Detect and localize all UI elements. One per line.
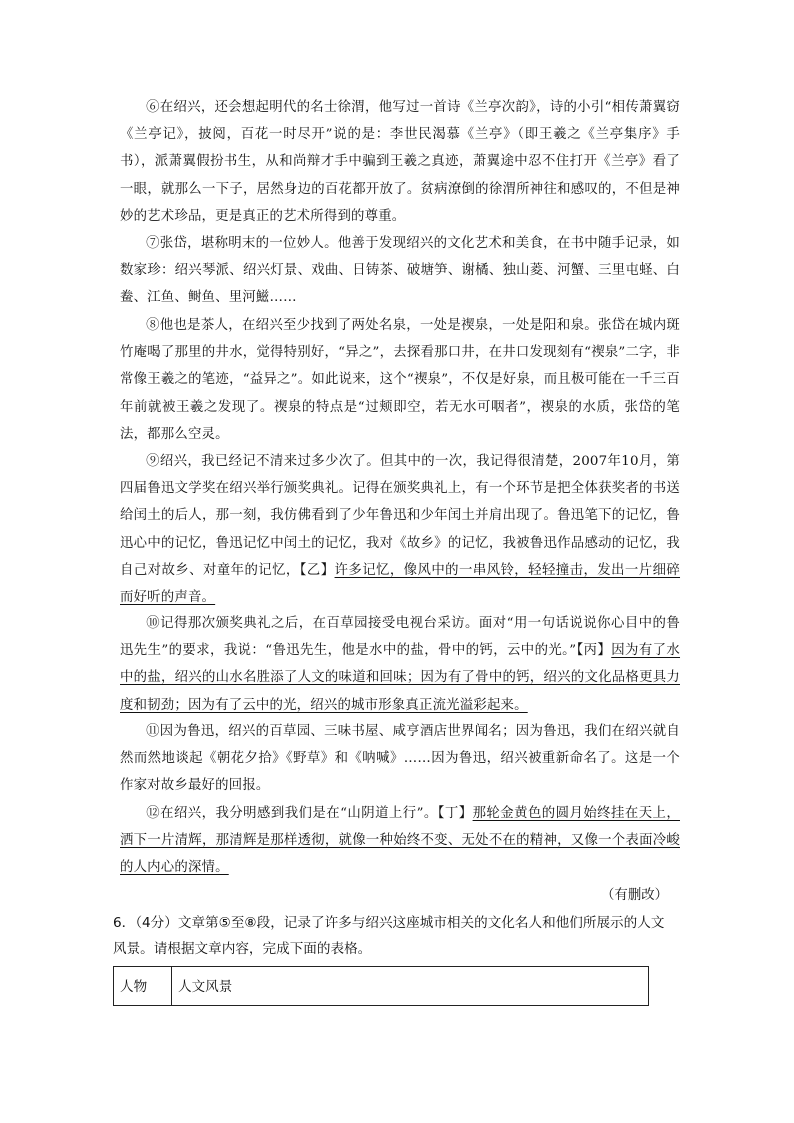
paragraph-7-text: ⑦张岱，堪称明末的一位妙人。他善于发现绍兴的文化艺术和美食，在书中随手记录，如数家珍：绍兴琴派、绍兴灯景、戏曲、日铸茶、破塘笋、谢橘、独山菱、河蟹、三里屯蛏、白鲞、江鱼、鲥鱼、里河鰦……: [120, 236, 680, 306]
paragraph-7: [120, 230, 680, 312]
revision-note: （有删改）: [601, 888, 668, 903]
paragraph-12-text: ⑫在绍兴，我分明感到我们是在“山阴道上行”。【丁】: [146, 806, 473, 821]
answer-table: [113, 966, 649, 1006]
paragraph-10: [120, 610, 680, 719]
paragraph-8-text: ⑧他也是茶人，在绍兴至少找到了两处名泉，一处是禊泉，一处是阳和泉。张岱在城内斑竹庵喝了那里的井水，觉得特别好，“异之”，去探看那口井，在井口发现刻有“禊泉”二字，非常像王羲之的笔迹，“益异之”。如此说来，这个“禊泉”，不仅是好泉，而且极可能在一千三百年前就被王羲之发现了。禊泉的特点是“过颊即空，若无水可咽者”，禊泉的水质，张岱的笔法，都那么空灵。: [120, 318, 680, 442]
paragraph-9-underlined-text: 许多记忆，像风中的一串风铃，轻轻撞击，发出一片细碎而好听的声音。: [120, 562, 681, 606]
question-6: 6．（4分）文章第⑤至⑧段，记录了许多与绍兴这座城市相关的文化名人和他们所展示的人文风景。请根据文章内容，完成下面的表格。: [113, 915, 665, 957]
table-header-person: 人物: [114, 967, 172, 1006]
paragraph-6-text: ⑥在绍兴，还会想起明代的名士徐渭，他写过一首诗《兰亭次韵》，诗的小引“相传萧翼窃《兰亭记》，披阅，百花一时尽开”说的是：李世民渴慕《兰亭》（即王羲之《兰亭集序》手书），派萧翼假扮书生，从和尚辩才手中骗到王羲之真迹，萧翼途中忍不住打开《兰亭》看了一眼，就那么一下子，居然身边的百花都开放了。贫病潦倒的徐渭所神往和感叹的，不但是神妙的艺术珍品，更是真正的艺术所得到的尊重。: [120, 100, 680, 224]
paragraph-6: [120, 94, 680, 230]
table-row: [114, 967, 649, 1006]
paragraph-11: [120, 718, 680, 800]
paragraph-8: [120, 312, 680, 448]
paragraph-10-underlined-text: 因为有了水中的盐，绍兴的山水名胜添了人文的味道和回味；因为有了骨中的钙，绍兴的文化品格更具力度和韧劲；因为有了云中的光，绍兴的城市形象真正流光溢彩起来。: [120, 643, 681, 713]
paragraph-12-underlined-text: 那轮金黄色的圆月始终挂在天上，洒下一片清辉，那清辉是那样透彻，就像一种始终不变、无处不在的精神，又像一个表面冷峻的人内心的深情。: [120, 806, 680, 876]
paragraph-11-text: ⑪因为鲁迅，绍兴的百草园、三味书屋、咸亨酒店世界闻名；因为鲁迅，我们在绍兴就自然而然地谈起《朝花夕拾》《野草》和《呐喊》……因为鲁迅，绍兴被重新命名了。这是一个作家对故乡最好的回报。: [120, 724, 680, 794]
paragraph-9-text: ⑨绍兴，我已经记不清来过多少次了。但其中的一次，我记得很清楚，2007年10月，第四届鲁迅文学奖在绍兴举行颁奖典礼。记得在颁奖典礼上，有一个环节是把全体获奖者的书送给闰土的后人，那一刻，我仿佛看到了少年鲁迅和少年闰土并肩出现了。鲁迅笔下的记忆，鲁迅心中的记忆，鲁迅记忆中闰土的记忆，我对《故乡》的记忆，我被鲁迅作品感动的记忆，我自己对故乡、对童年的记忆，【乙】: [120, 454, 680, 578]
table-header-scene: 人文风景: [172, 967, 649, 1006]
paragraph-9: [120, 448, 680, 611]
paragraph-10-text: ⑩记得那次颁奖典礼之后，在百草园接受电视台采访。面对“用一句话说说你心目中的鲁迅先生”的要求，我说：“鲁迅先生，他是水中的盐，骨中的钙，云中的光。”【丙】: [120, 616, 680, 659]
paragraph-12: [120, 800, 680, 882]
